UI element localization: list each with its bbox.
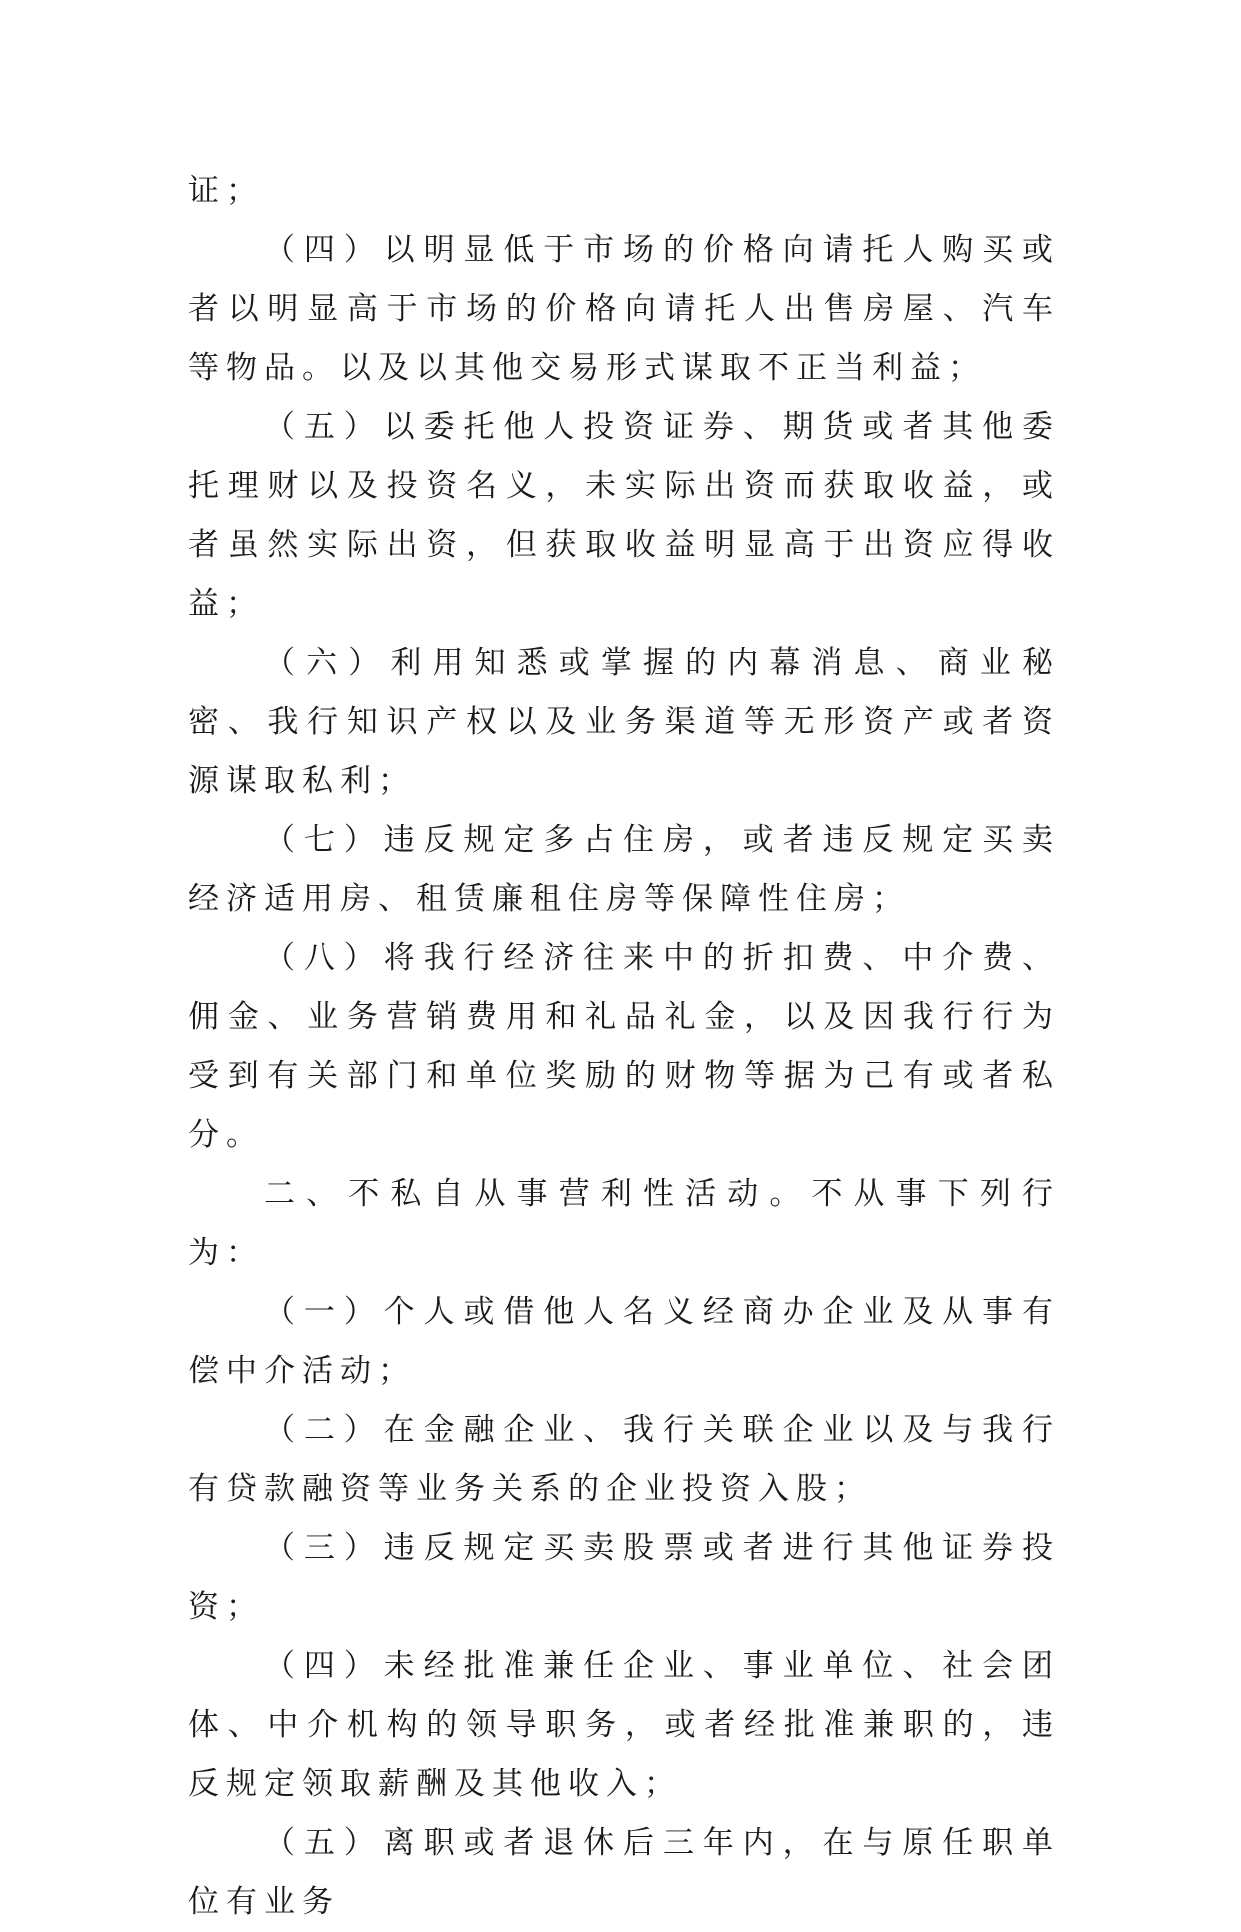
paragraph-item-7-housing: （七）违反规定多占住房，或者违反规定买卖经济适用房、租赁廉租住房等保障性住房；	[188, 822, 1060, 917]
paragraph-item-4-concurrent: （四）未经批准兼任企业、事业单位、社会团体、中介机构的领导职务，或者经批准兼职的，违反规定领取薪酬及其他收入；	[188, 1648, 1060, 1802]
paragraph-item-2-shares: （二）在金融企业、我行关联企业以及与我行有贷款融资等业务关系的企业投资入股；	[188, 1412, 1060, 1507]
paragraph-item-3-stocks: （三）违反规定买卖股票或者进行其他证券投资；	[188, 1530, 1060, 1625]
section-heading-2: 二、不私自从事营利性活动。不从事下列行为：	[188, 1176, 1060, 1271]
paragraph-item-5-investment: （五）以委托他人投资证券、期货或者其他委托理财以及投资名义，未实际出资而获取收益，或者虽然实际出资，但获取收益明显高于出资应得收益；	[188, 409, 1060, 622]
paragraph-item-6-insider: （六）利用知悉或掌握的内幕消息、商业秘密、我行知识产权以及业务渠道等无形资产或者资源谋取私利；	[188, 645, 1060, 799]
paragraph-item-1-business: （一）个人或借他人名义经商办企业及从事有偿中介活动；	[188, 1294, 1060, 1389]
paragraph-item-8-fees: （八）将我行经济往来中的折扣费、中介费、佣金、业务营销费用和礼品礼金，以及因我行行为受到有关部门和单位奖励的财物等据为己有或者私分。	[188, 940, 1060, 1153]
paragraph-item-4-price: （四）以明显低于市场的价格向请托人购买或者以明显高于市场的价格向请托人出售房屋、汽车等物品。以及以其他交易形式谋取不正当利益；	[188, 232, 1060, 386]
document-body	[188, 162, 1060, 1932]
paragraph-continuation: 证；	[188, 173, 264, 209]
paragraph-item-5-retirement: （五）离职或者退休后三年内，在与原任职单位有业务	[188, 1825, 1060, 1920]
